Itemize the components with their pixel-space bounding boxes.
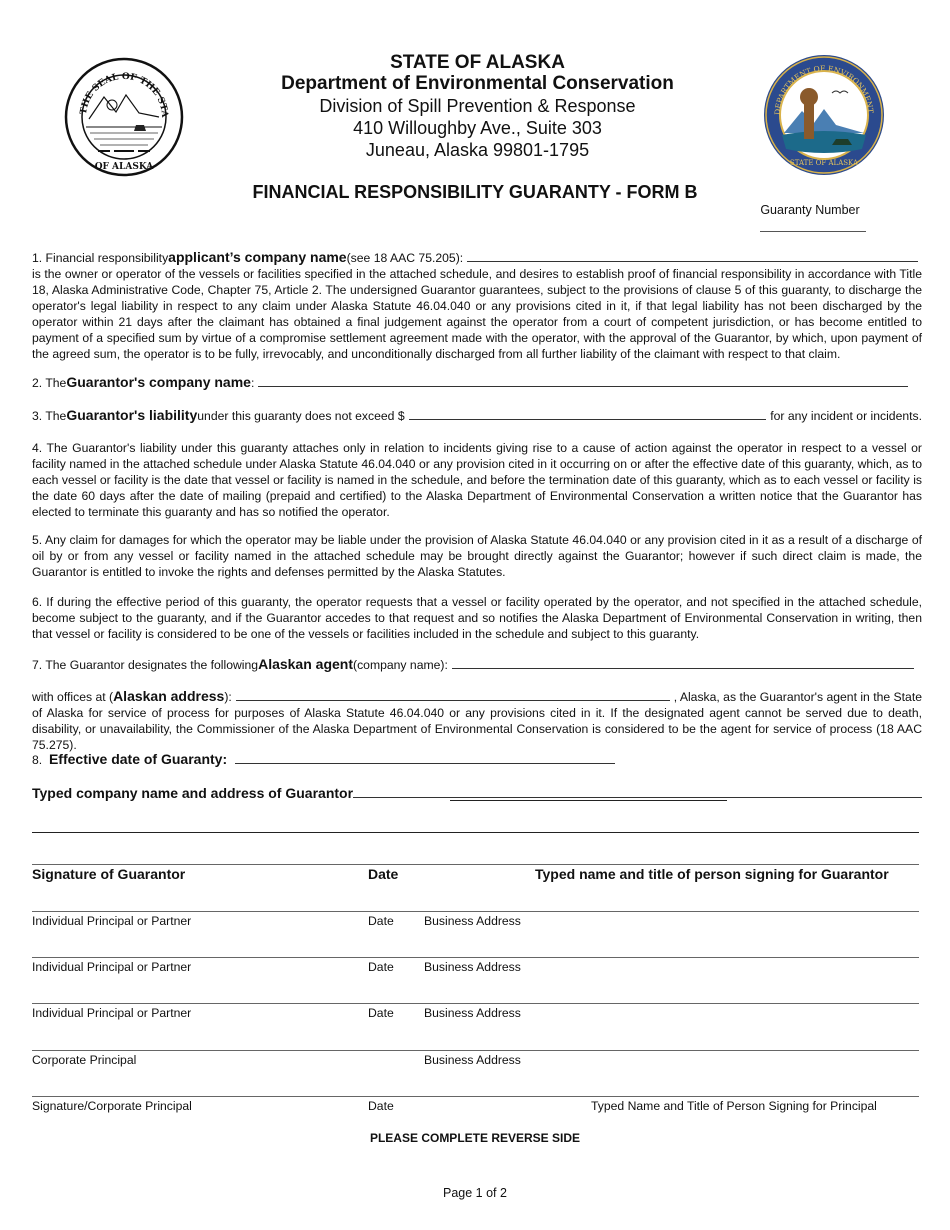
- department-name: Department of Environmental Conservation: [281, 73, 674, 94]
- state-seal-logo: [64, 57, 184, 182]
- item-4: 4. The Guarantor's liability under this guaranty attaches only in relation to incidents giving rise to a cause of action against the operator in respect to a vessel or facility named in the attached schedule under Alaska Statute 46.04.040 or any provision cited in it occurring on or after the effective date of this guaranty, which, as to each vessel or facility is the date that vessel or facility is named in the schedule, and before the termination date of this guaranty, which as to each vessel or facility is the date 60 days after the date of mailing (prepaid and certified) to the Alaska Department of Environmental Conservation a written notice that the Guarantor has elected to terminate this guaranty and has so notified the operator.: [32, 441, 922, 519]
- alaskan-agent-field[interactable]: [452, 656, 914, 669]
- item-7-address-line: with offices at ( Alaskan address ): , Alaska, as the Guarantor's agent in the State: [32, 688, 922, 704]
- typed-company-field[interactable]: [353, 785, 922, 798]
- business-address-label-1: Business Address: [424, 914, 521, 928]
- date-label-2: Date: [368, 960, 394, 974]
- sig-corporate-principal-label: Signature/Corporate Principal: [32, 1099, 192, 1113]
- svg-text:THE SEAL OF THE STATE: THE SEAL OF THE STA: [79, 71, 170, 118]
- svg-text:STATE OF ALASKA: STATE OF ALASKA: [789, 159, 859, 167]
- svg-text:DEPARTMENT OF ENVIRONMENTAL CO: DEPARTMENT OF ENVIRONMENT: [772, 63, 875, 116]
- individual-principal-label-3: Individual Principal or Partner: [32, 1006, 192, 1020]
- alaskan-address-field[interactable]: [236, 688, 670, 701]
- signature-line-corporate[interactable]: [32, 1050, 919, 1051]
- item-1-header: 1. Financial responsibility applicant’s company name (see 18 AAC 75.205):: [32, 249, 922, 265]
- item-3: 3. The Guarantor's liability under this guaranty does not exceed $ for any incident or incidents.: [32, 407, 922, 423]
- signature-line-principal-2[interactable]: [32, 957, 919, 958]
- typed-name-title-label: Typed name and title of person signing for Guarantor: [535, 866, 889, 882]
- sig-date-label: Date: [368, 866, 399, 882]
- item-5: 5. Any claim for damages for which the operator may be liable under the provision of Alaska Statute 46.04.040 or any provision cited in it as a result of a discharge of oil by or from any vessel or facility named in the attached schedule may be brought directly against the Guarantor; however if such direct claim is made, the Guarantor is entitled to invoke the rights and defenses permitted by the Alaska Statutes.: [32, 533, 922, 579]
- business-address-label-2: Business Address: [424, 960, 521, 974]
- signature-line-guarantor[interactable]: [32, 864, 919, 865]
- typed-principal-label: Typed Name and Title of Person Signing for Principal: [591, 1099, 877, 1113]
- item-1-body: is the owner or operator of the vessels or facilities specified in the attached schedule, and desires to establish proof of financial responsibility in accordance with Title 18, Alaska Administrative Code, Chapter 75, Article 2. The undersigned Guarantor guarantees, subject to the provisions of clause 5 of this guaranty, to discharge the operator's legal liability in respect to any claim under Alaska Statute 46.04.040 or any provisions cited in it, if that legal liability has not been discharged by the operator within 21 days after the claimant has obtained a final judgement against the operator from a court of competent jurisdiction, or has become entitled to payment of a specified sum by virtue of a compromise settlement agreement made with the operator, with the approval of the Guarantor, by which, upon payment of the agreed sum, the operator is to be fully, irrevocably, and unconditionally discharged from all further liability of the claimant with respect to that claim.: [32, 267, 922, 361]
- individual-principal-label-1: Individual Principal or Partner: [32, 914, 192, 928]
- corporate-principal-label: Corporate Principal: [32, 1053, 137, 1067]
- date-label-1: Date: [368, 914, 394, 928]
- guaranty-number-field[interactable]: [760, 231, 866, 232]
- typed-company-row: Typed company name and address of Guarantor: [32, 785, 922, 801]
- form-title: FINANCIAL RESPONSIBILITY GUARANTY - FORM B: [252, 182, 698, 202]
- item-8: 8. Effective date of Guaranty:: [32, 751, 922, 767]
- guarantor-liability-field[interactable]: [409, 407, 767, 420]
- sig-guarantor-label: Signature of Guarantor: [32, 866, 186, 882]
- svg-text:OF ALASKA: OF ALASKA: [94, 162, 154, 172]
- applicant-company-field[interactable]: [467, 249, 918, 262]
- guarantor-company-field[interactable]: [258, 374, 908, 387]
- reverse-side-note: PLEASE COMPLETE REVERSE SIDE: [369, 1131, 581, 1145]
- item-2: 2. The Guarantor's company name :: [32, 374, 922, 390]
- company-address-line[interactable]: [32, 832, 919, 833]
- business-address-label-4: Business Address: [424, 1053, 521, 1067]
- dec-seal-logo: [762, 53, 886, 182]
- item-7-header: 7. The Guarantor designates the following Alaskan agent (company name):: [32, 656, 922, 672]
- individual-principal-label-2: Individual Principal or Partner: [32, 960, 192, 974]
- guaranty-number-label: Guaranty Number: [760, 203, 860, 217]
- signature-line-principal-1[interactable]: [32, 911, 919, 912]
- page-number: Page 1 of 2: [443, 1186, 507, 1200]
- date-label-3: Date: [368, 1006, 394, 1020]
- address-street: 410 Willoughby Ave., Suite 303: [353, 118, 602, 138]
- address-city: Juneau, Alaska 99801-1795: [365, 140, 590, 160]
- signature-line-principal-3[interactable]: [32, 1003, 919, 1004]
- signature-line-corporate-principal[interactable]: [32, 1096, 919, 1097]
- business-address-label-3: Business Address: [424, 1006, 521, 1020]
- division-name: Division of Spill Prevention & Response: [319, 96, 636, 116]
- date-label-5: Date: [368, 1099, 394, 1113]
- item-6: 6. If during the effective period of this guaranty, the operator requests that a vessel or facility operated by the operator, and not specified in the attached schedule, become subject to the guaranty, and if the Guarantor accedes to that request and so notifies the Alaska Department of Environmental Conservation in writing, then that vessel or facility is considered to be one of the vessels or facilities included in the schedule and subject to this guaranty.: [32, 595, 922, 641]
- state-name: STATE OF ALASKA: [390, 52, 565, 73]
- effective-date-field[interactable]: [235, 751, 615, 764]
- item-7-body: of Alaska for service of process for purposes of Alaska Statute 46.04.040 or any provisions cited in it. If the designated agent cannot be served due to death, disability, or unavailability, the Commissioner of the Alaska Department of Environmental Conservation is considered to be the agent for service of process (18 AAC 75.275).: [32, 706, 922, 752]
